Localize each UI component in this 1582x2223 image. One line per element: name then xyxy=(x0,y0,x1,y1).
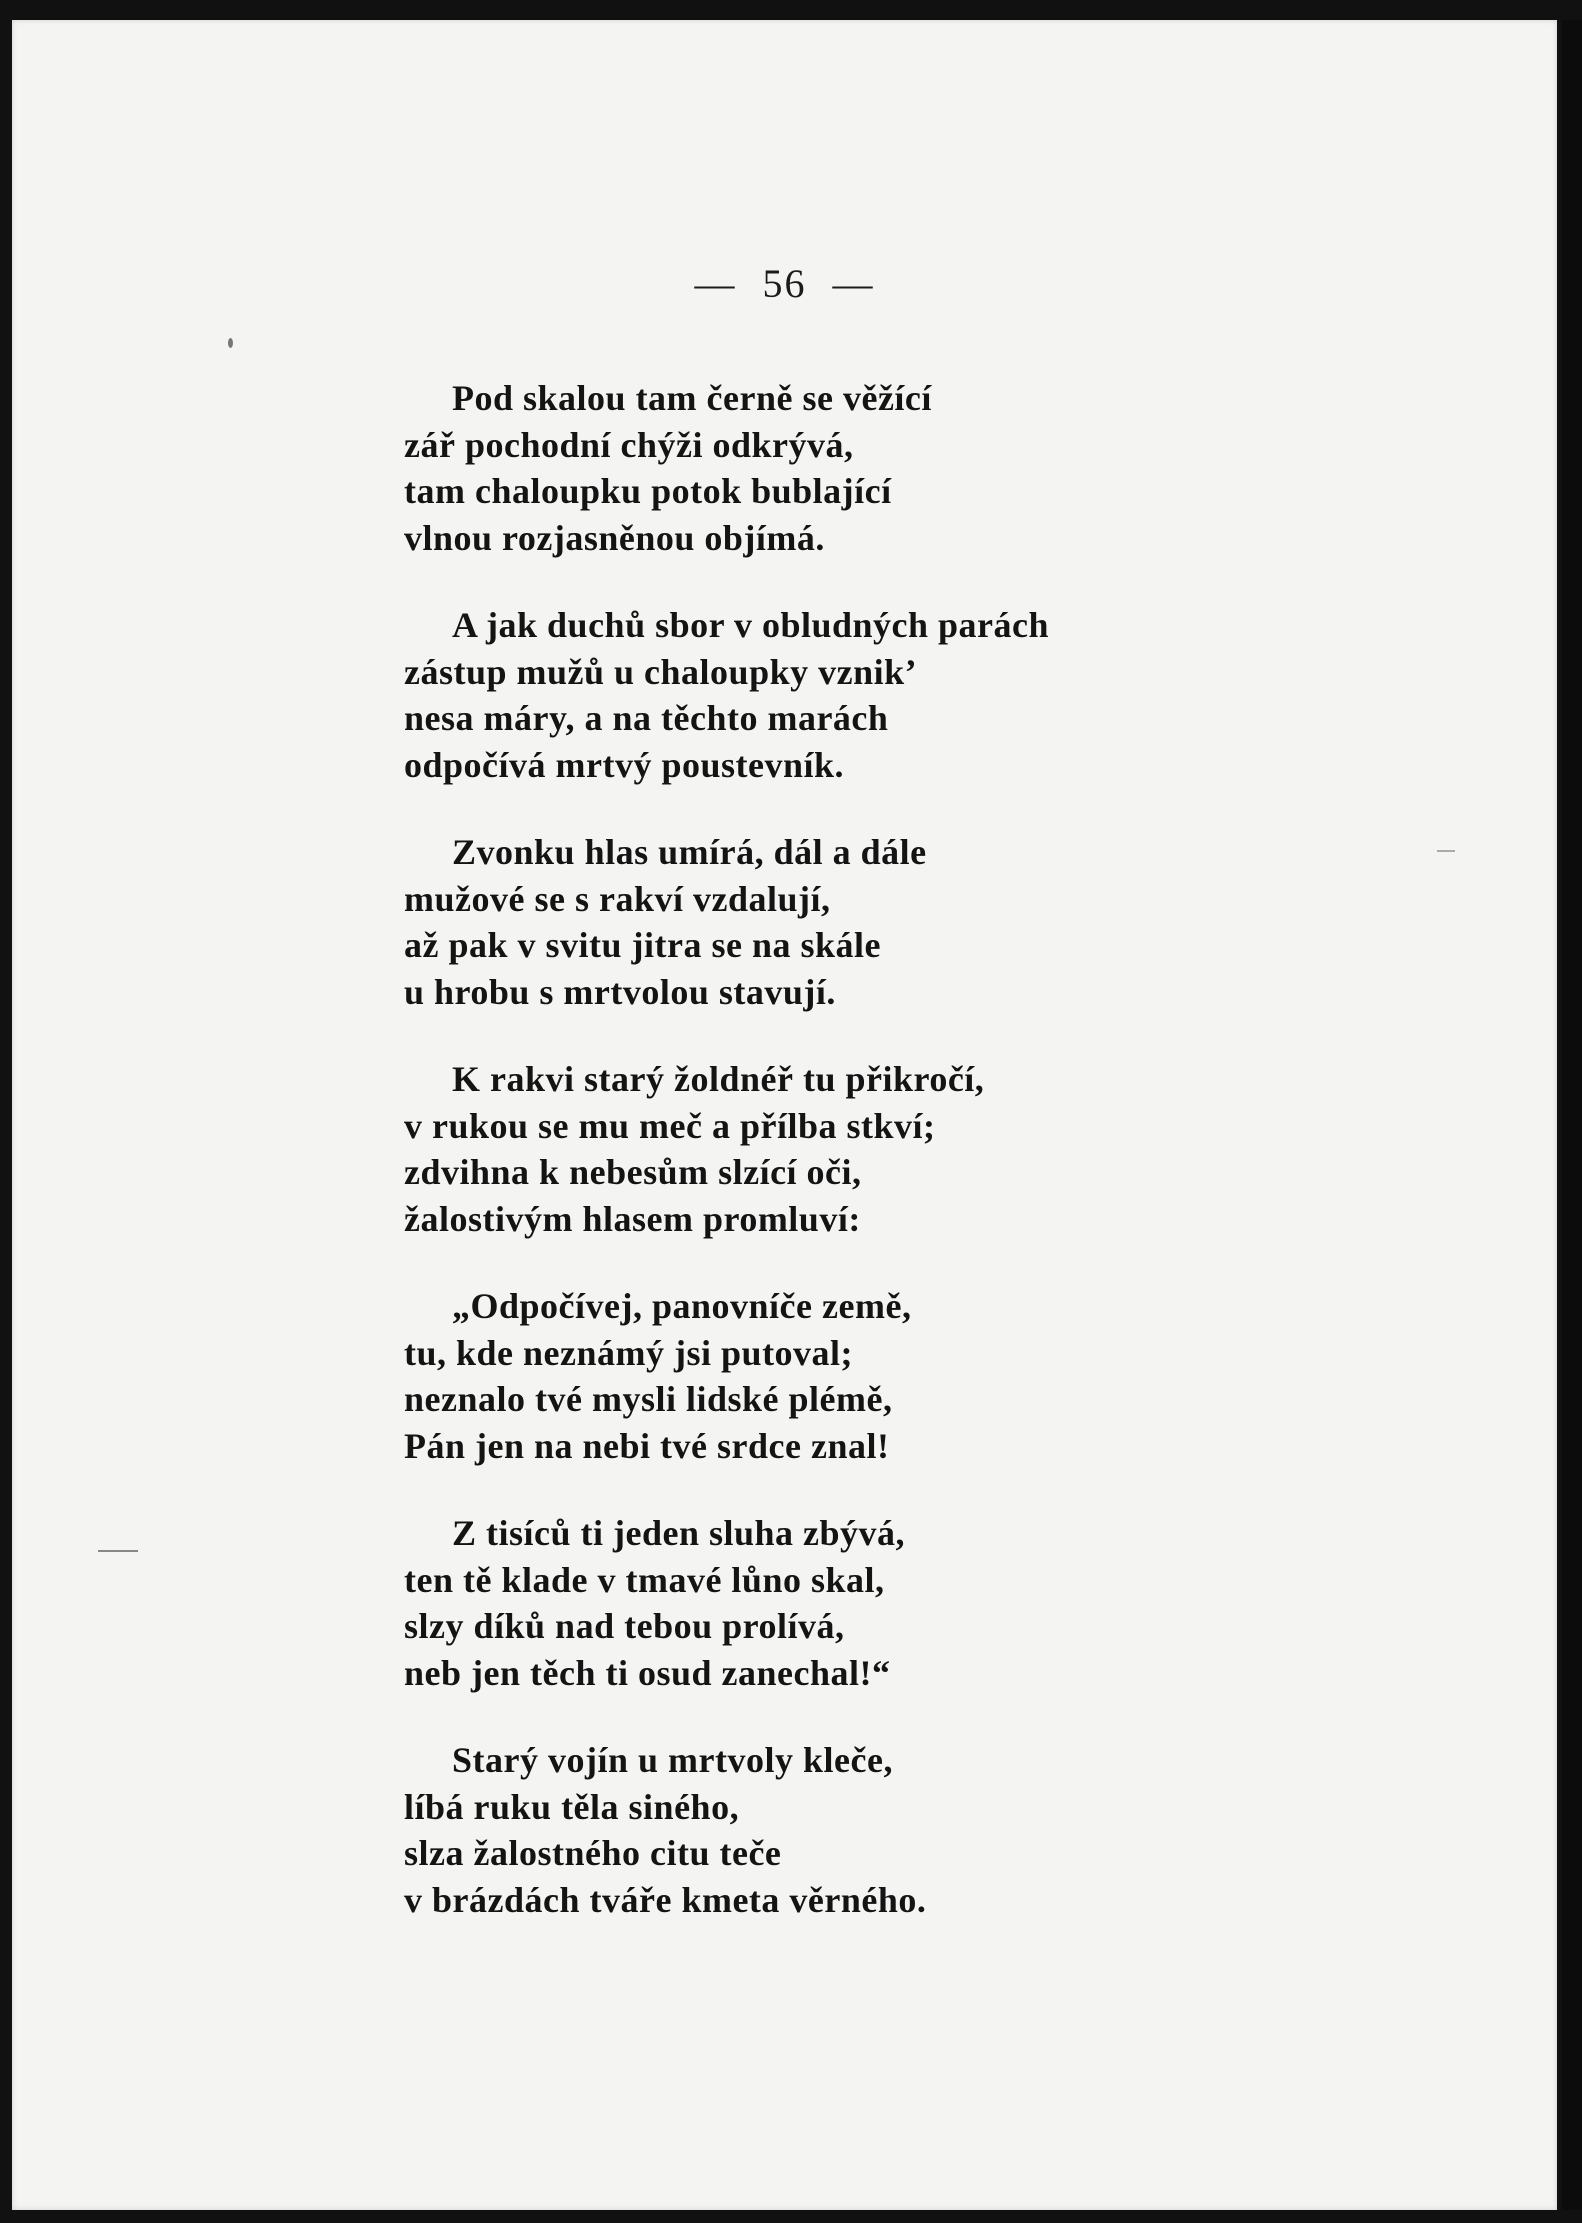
page-number-line xyxy=(12,260,1557,307)
verse-line: zář pochodní chýži odkrývá, xyxy=(404,424,854,465)
verse-line: Pán jen na nebi tvé srdce znal! xyxy=(404,1425,890,1466)
verse-line: neznalo tvé mysli lidské plémě, xyxy=(404,1379,893,1419)
book-page xyxy=(12,20,1557,2210)
verse-line: vlnou rozjasněnou objímá. xyxy=(404,517,825,558)
verse-line: u hrobu s mrtvolou stavují. xyxy=(404,971,836,1012)
verse-line: slza žalostného citu teče xyxy=(404,1833,782,1873)
verse-line: zástup mužů u chaloupky vznik’ xyxy=(404,651,918,692)
stanza xyxy=(404,602,1304,788)
stanza xyxy=(404,375,1304,561)
verse-line: v rukou se mu meč a přílba stkví; xyxy=(404,1105,936,1146)
stanza xyxy=(404,1737,1304,1923)
verse-line: A jak duchů sbor v obludných parách xyxy=(452,605,1050,645)
page-number-left-dash: — xyxy=(694,261,737,306)
scan-edge-shadow xyxy=(1562,20,1582,2210)
stanza xyxy=(404,1283,1304,1469)
stanza xyxy=(404,1510,1304,1696)
page-number-right-dash: — xyxy=(832,261,875,306)
verse-line: „Odpočívej, panovníče země, xyxy=(452,1286,912,1326)
poem-text xyxy=(404,375,1304,1964)
margin-dash-mark xyxy=(98,1550,138,1552)
verse-line: Zvonku hlas umírá, dál a dále xyxy=(452,832,927,872)
verse-line: slzy díků nad tebou prolívá, xyxy=(404,1606,845,1646)
page-speck xyxy=(228,338,233,348)
verse-line: v brázdách tváře kmeta věrného. xyxy=(404,1879,927,1920)
verse-line: mužové se s rakví vzdalují, xyxy=(404,878,831,919)
verse-line: až pak v svitu jitra se na skále xyxy=(404,925,882,965)
verse-line: zdvihna k nebesům slzící oči, xyxy=(404,1152,862,1192)
page-number: 56 xyxy=(762,261,807,306)
margin-dash-mark xyxy=(1437,850,1455,852)
verse-line: K rakvi starý žoldnéř tu přikročí, xyxy=(452,1059,985,1099)
verse-line: Starý vojín u mrtvoly kleče, xyxy=(452,1740,893,1780)
stanza xyxy=(404,1056,1304,1242)
verse-line: Pod skalou tam černě se věžící xyxy=(452,378,932,418)
verse-line: tu, kde neznámý jsi putoval; xyxy=(404,1332,854,1373)
verse-line: ten tě klade v tmavé lůno skal, xyxy=(404,1559,885,1600)
verse-line: líbá ruku těla siného, xyxy=(404,1786,740,1827)
verse-line: Z tisíců ti jeden sluha zbývá, xyxy=(452,1513,906,1553)
verse-line: neb jen těch ti osud zanechal!“ xyxy=(404,1652,891,1693)
verse-line: nesa máry, a na těchto marách xyxy=(404,698,889,738)
verse-line: tam chaloupku potok bublající xyxy=(404,471,892,511)
stanza xyxy=(404,829,1304,1015)
verse-line: žalostivým hlasem promluví: xyxy=(404,1198,861,1239)
verse-line: odpočívá mrtvý poustevník. xyxy=(404,744,845,785)
